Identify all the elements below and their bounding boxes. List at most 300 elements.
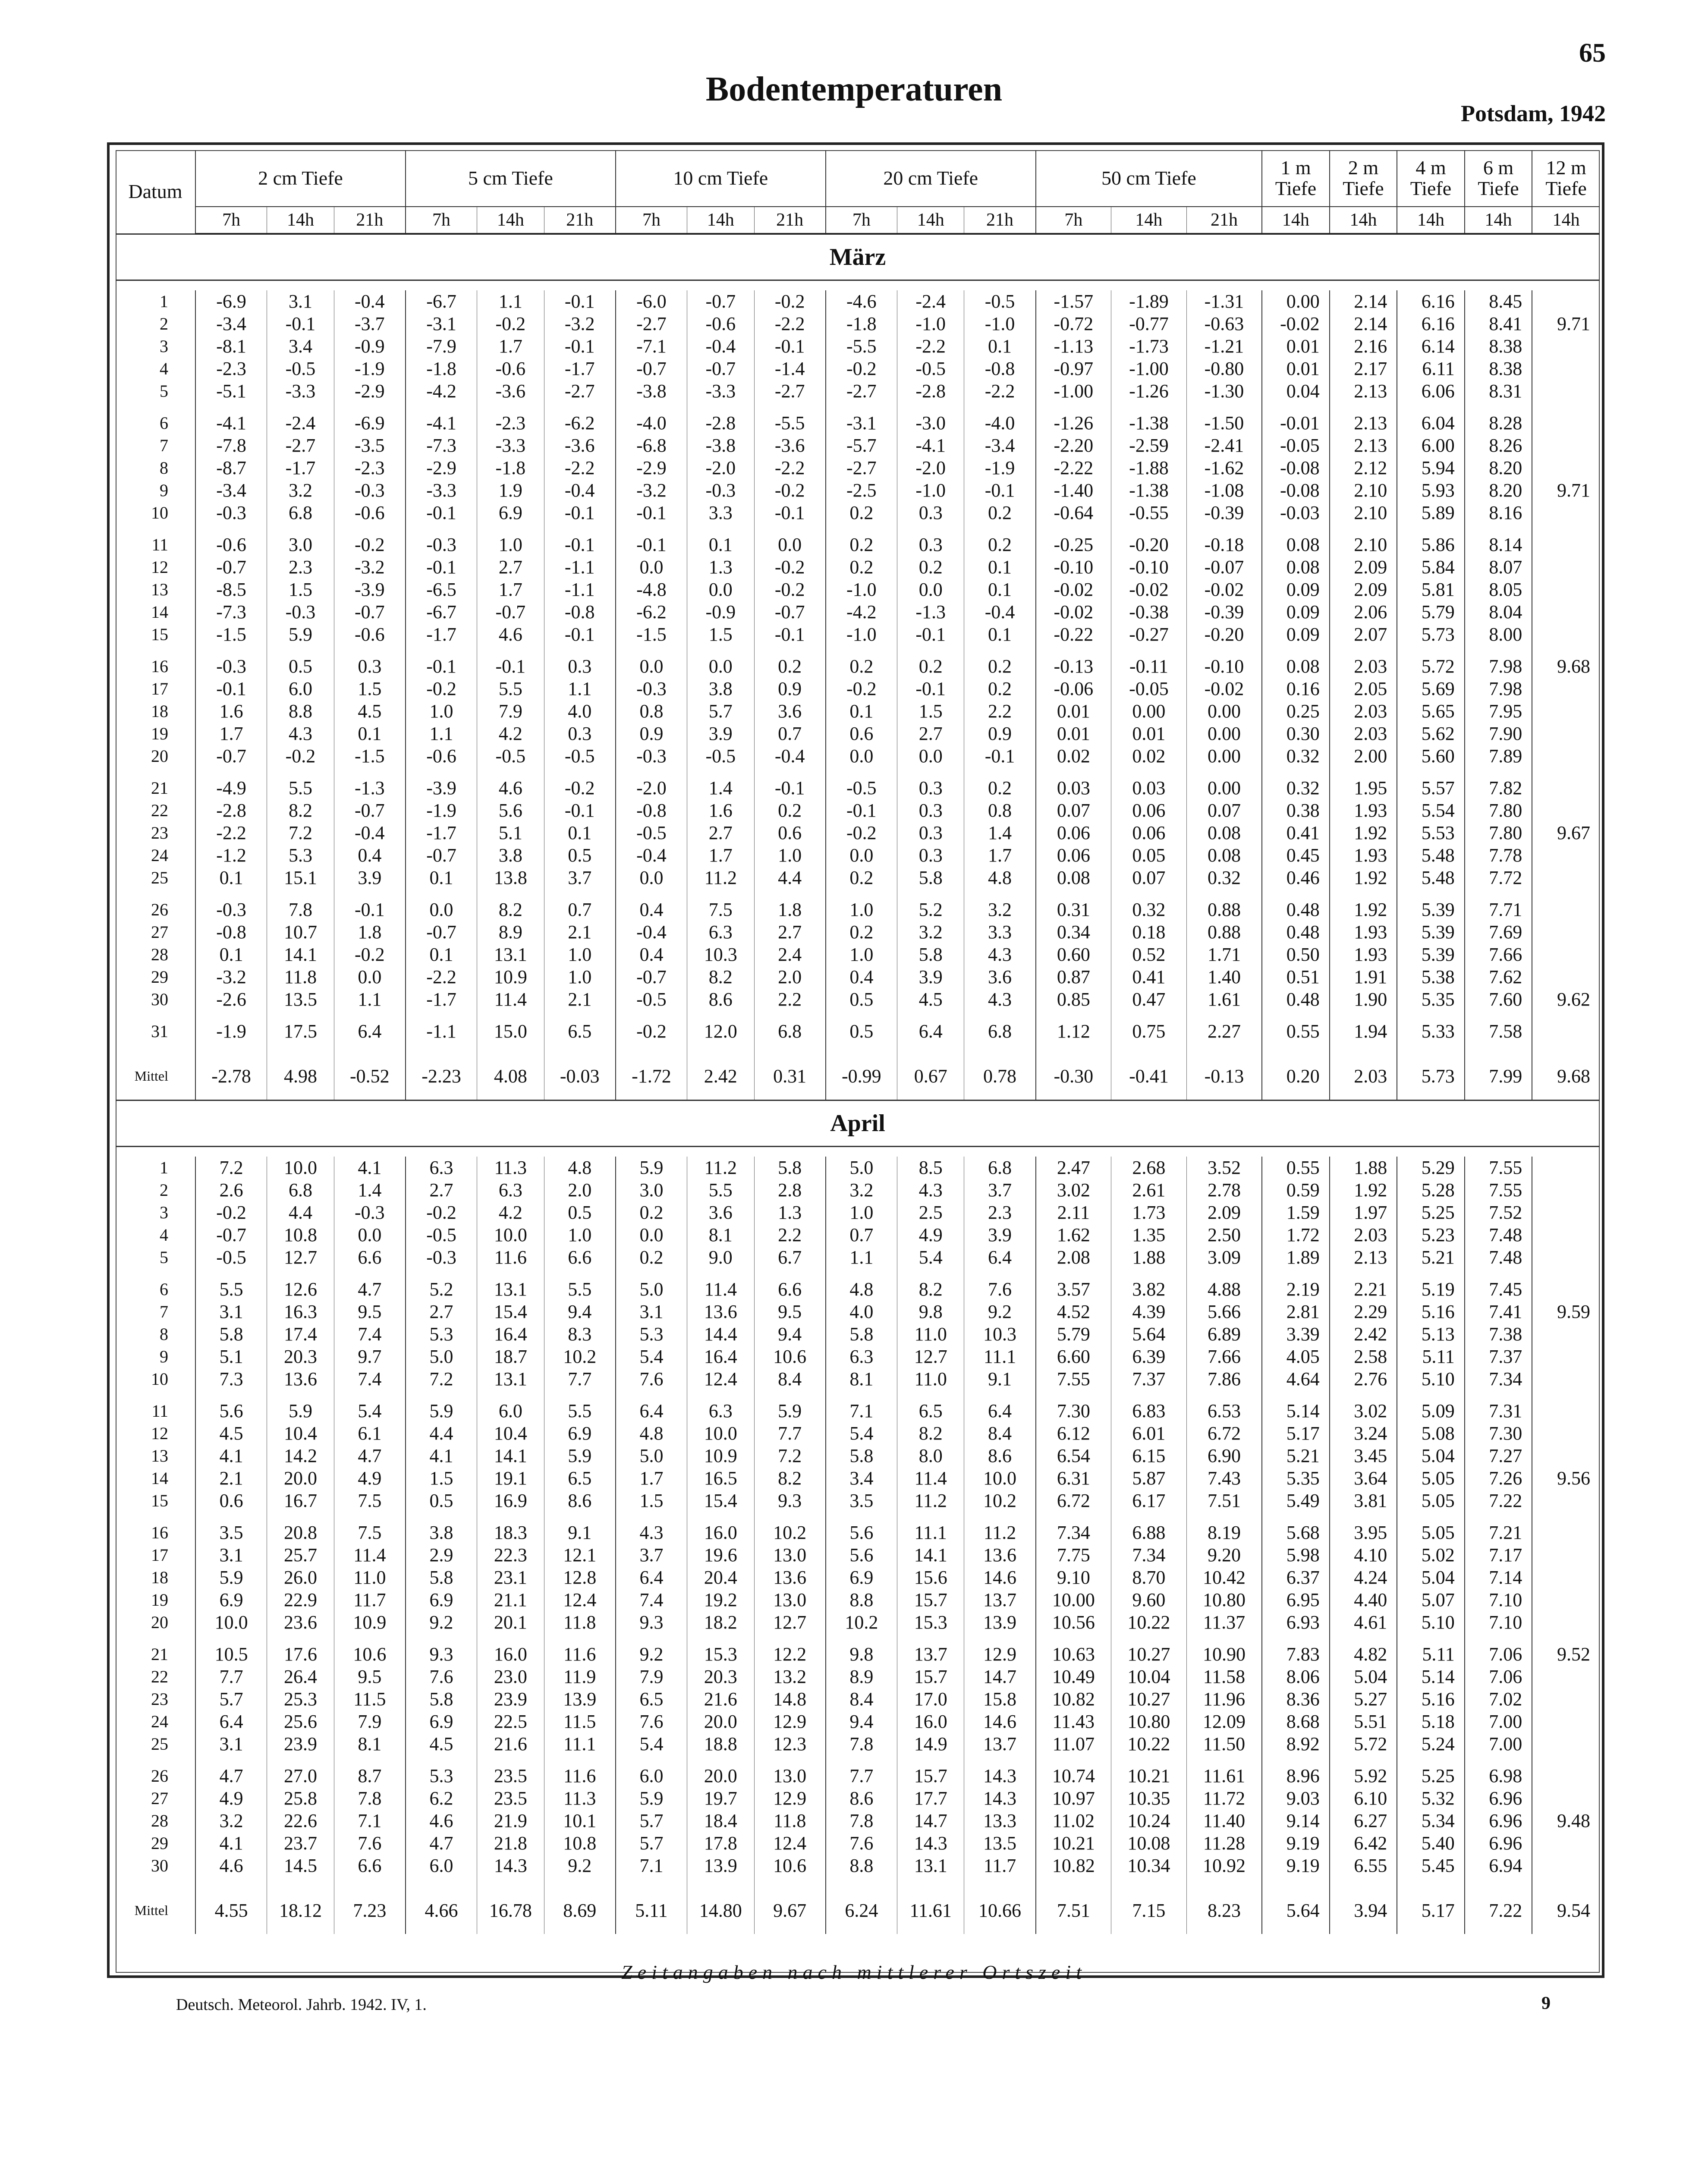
day-number: 9 (160, 481, 168, 500)
monthly-mean-row (116, 1887, 1600, 1934)
temperature-cell: 1.91 (1330, 966, 1397, 988)
temperature-cell: 13.6 (687, 1301, 755, 1323)
temperature-cell: 11.1 (897, 1522, 964, 1544)
temperature-cell: 10.21 (1111, 1765, 1186, 1787)
temperature-12m-cell (1532, 412, 1600, 434)
day-number: 21 (151, 1644, 168, 1664)
temperature-12m-cell (1532, 290, 1600, 313)
temperature-cell: -1.38 (1111, 479, 1186, 502)
temperature-cell: 0.51 (1262, 966, 1330, 988)
temperature-cell: 2.5 (897, 1201, 964, 1224)
temperature-cell: 11.0 (897, 1368, 964, 1390)
temperature-cell: 10.80 (1111, 1711, 1186, 1733)
temperature-cell: 0.2 (826, 534, 897, 556)
temperature-cell: 4.64 (1262, 1368, 1330, 1390)
temperature-cell: 10.2 (826, 1611, 897, 1634)
time-header: 14h (1262, 207, 1330, 234)
temperature-cell: 0.2 (754, 799, 826, 822)
temperature-cell: 14.3 (897, 1832, 964, 1855)
temperature-cell: 5.6 (826, 1544, 897, 1566)
temperature-cell: 2.2 (964, 700, 1036, 723)
col-header-20cm: 20 cm Tiefe (826, 150, 1036, 207)
temperature-cell: 11.4 (334, 1544, 406, 1566)
location-year: Potsdam, 1942 (1461, 101, 1606, 126)
temperature-cell: 8.04 (1465, 601, 1532, 623)
temperature-cell: 6.98 (1465, 1765, 1532, 1787)
mean-cell: 0.78 (964, 1052, 1036, 1101)
temperature-cell: 10.82 (1036, 1688, 1111, 1711)
temperature-cell: -1.30 (1186, 380, 1262, 402)
temperature-12m-cell (1532, 943, 1600, 966)
temperature-cell: -0.7 (687, 358, 755, 380)
temperature-cell: -0.06 (1036, 678, 1111, 700)
temperature-cell: 9.3 (406, 1643, 477, 1666)
temperature-cell: 1.1 (334, 988, 406, 1011)
temperature-cell: 0.85 (1036, 988, 1111, 1011)
temperature-cell: 5.28 (1397, 1179, 1465, 1201)
temperature-cell: -3.4 (195, 313, 267, 335)
temperature-cell: 7.2 (195, 1157, 267, 1179)
temperature-cell: 10.3 (687, 943, 755, 966)
temperature-cell: 1.0 (406, 700, 477, 723)
temperature-cell: 20.1 (477, 1611, 544, 1634)
temperature-cell: 4.3 (267, 723, 334, 745)
temperature-cell: 7.27 (1465, 1445, 1532, 1467)
temperature-cell: -0.02 (1186, 678, 1262, 700)
temperature-cell: 15.7 (897, 1765, 964, 1787)
temperature-cell: 1.12 (1036, 1020, 1111, 1043)
temperature-cell: -0.7 (477, 601, 544, 623)
temperature-cell: 1.88 (1330, 1157, 1397, 1179)
table-row (116, 479, 1600, 502)
temperature-cell: 6.96 (1465, 1787, 1532, 1810)
table-row (116, 1765, 1600, 1787)
temperature-cell: 14.3 (477, 1855, 544, 1877)
temperature-cell: 11.72 (1186, 1787, 1262, 1810)
temperature-cell: -0.5 (544, 745, 616, 767)
temperature-cell: 0.0 (616, 556, 687, 579)
table-row (116, 412, 1600, 434)
temperature-cell: 9.2 (544, 1855, 616, 1877)
temperature-cell: 6.8 (964, 1157, 1036, 1179)
temperature-cell: -0.05 (1262, 434, 1330, 457)
temperature-cell: 17.5 (267, 1020, 334, 1043)
temperature-cell: 13.0 (754, 1589, 826, 1611)
temperature-12m-cell (1532, 1787, 1600, 1810)
temperature-cell: 5.4 (334, 1400, 406, 1422)
temperature-cell: -0.2 (334, 943, 406, 966)
temperature-cell: -0.7 (687, 290, 755, 313)
temperature-cell: 1.5 (616, 1490, 687, 1512)
temperature-cell: 3.09 (1186, 1246, 1262, 1269)
temperature-cell: 6.6 (334, 1855, 406, 1877)
temperature-12m-cell (1532, 434, 1600, 457)
temperature-cell: 5.98 (1262, 1544, 1330, 1566)
temperature-cell: -1.7 (406, 988, 477, 1011)
time-header: 7h (1036, 207, 1111, 234)
temperature-cell: 10.0 (267, 1157, 334, 1179)
temperature-cell: 3.7 (544, 867, 616, 889)
temperature-cell: 5.8 (406, 1566, 477, 1589)
day-number: 21 (151, 778, 168, 798)
table-row (116, 1589, 1600, 1611)
temperature-cell: -2.6 (195, 988, 267, 1011)
temperature-cell: 2.2 (754, 1224, 826, 1246)
time-header: 14h (267, 207, 334, 234)
table-row (116, 1201, 1600, 1224)
temperature-cell: 0.3 (897, 534, 964, 556)
table-row (116, 358, 1600, 380)
temperature-cell: 10.97 (1036, 1787, 1111, 1810)
temperature-cell: 10.8 (544, 1832, 616, 1855)
table-row (116, 1445, 1600, 1467)
temperature-cell: 21.8 (477, 1832, 544, 1855)
temperature-cell: -0.5 (616, 822, 687, 844)
temperature-cell: -0.6 (195, 534, 267, 556)
temperature-cell: -0.3 (406, 534, 477, 556)
col-header-12m: 12 m Tiefe (1532, 150, 1600, 207)
temperature-12m-cell (1532, 678, 1600, 700)
temperature-cell: -6.8 (616, 434, 687, 457)
time-header: 7h (616, 207, 687, 234)
temperature-cell: 0.0 (334, 1224, 406, 1246)
temperature-cell: 7.6 (406, 1666, 477, 1688)
temperature-cell: 0.4 (826, 966, 897, 988)
temperature-cell: -1.2 (195, 844, 267, 867)
temperature-cell: -0.1 (616, 534, 687, 556)
temperature-cell: 7.34 (1036, 1522, 1111, 1544)
table-row (116, 1278, 1600, 1301)
temperature-cell: -0.6 (334, 623, 406, 646)
temperature-cell: 7.6 (616, 1711, 687, 1733)
temperature-cell: 0.2 (897, 556, 964, 579)
temperature-cell: 1.4 (687, 777, 755, 799)
temperature-cell: 7.37 (1111, 1368, 1186, 1390)
temperature-cell: 0.9 (754, 678, 826, 700)
temperature-cell: 7.45 (1465, 1278, 1532, 1301)
temperature-cell: 6.4 (964, 1400, 1036, 1422)
temperature-cell: -1.00 (1036, 380, 1111, 402)
temperature-cell: 5.7 (616, 1832, 687, 1855)
temperature-cell: -0.2 (406, 678, 477, 700)
mean-label: Mittel (134, 1068, 168, 1084)
temperature-12m-cell (1532, 1422, 1600, 1445)
temperature-cell: 0.5 (267, 655, 334, 678)
temperature-cell: 1.5 (687, 623, 755, 646)
temperature-cell: 1.3 (687, 556, 755, 579)
temperature-cell: 10.56 (1036, 1611, 1111, 1634)
temperature-cell: 0.48 (1262, 899, 1330, 921)
time-header: 7h (826, 207, 897, 234)
temperature-cell: 1.0 (477, 534, 544, 556)
temperature-cell: 4.6 (195, 1855, 267, 1877)
temperature-cell: 10.49 (1036, 1666, 1111, 1688)
temperature-cell: -0.5 (687, 745, 755, 767)
table-row (116, 1666, 1600, 1688)
temperature-cell: 10.0 (195, 1611, 267, 1634)
temperature-cell: 5.24 (1397, 1733, 1465, 1755)
temperature-cell: 10.3 (964, 1323, 1036, 1346)
temperature-cell: 7.1 (826, 1400, 897, 1422)
temperature-cell: 0.01 (1036, 700, 1111, 723)
temperature-cell: 19.7 (687, 1787, 755, 1810)
mean-cell: -1.72 (616, 1052, 687, 1101)
temperature-cell: -0.64 (1036, 502, 1111, 524)
temperature-cell: 7.72 (1465, 867, 1532, 889)
day-number: 4 (160, 1225, 168, 1245)
temperature-cell: 0.59 (1262, 1179, 1330, 1201)
temperature-cell: 15.6 (897, 1566, 964, 1589)
temperature-cell: 8.28 (1465, 412, 1532, 434)
temperature-cell: 6.94 (1465, 1855, 1532, 1877)
temperature-cell: 11.7 (964, 1855, 1036, 1877)
temperature-cell: 3.0 (267, 534, 334, 556)
temperature-12m-cell (1532, 1400, 1600, 1422)
temperature-cell: -0.1 (544, 623, 616, 646)
temperature-cell: 7.30 (1036, 1400, 1111, 1422)
temperature-cell: -0.2 (477, 313, 544, 335)
temperature-cell: -0.1 (964, 479, 1036, 502)
temperature-cell: 6.7 (754, 1246, 826, 1269)
temperature-cell: -0.05 (1111, 678, 1186, 700)
temperature-cell: 8.2 (897, 1278, 964, 1301)
col-header-2m: 2 m Tiefe (1330, 150, 1397, 207)
temperature-cell: 7.71 (1465, 899, 1532, 921)
month-heading: April (116, 1101, 1600, 1147)
temperature-cell: 1.73 (1111, 1201, 1186, 1224)
temperature-cell: 5.6 (195, 1400, 267, 1422)
temperature-cell: 9.0 (687, 1246, 755, 1269)
temperature-cell: 5.68 (1262, 1522, 1330, 1544)
temperature-cell: 0.55 (1262, 1157, 1330, 1179)
mean-cell: 16.78 (477, 1887, 544, 1934)
temperature-cell: 5.10 (1397, 1368, 1465, 1390)
temperature-cell: 14.7 (964, 1666, 1036, 1688)
temperature-cell: -2.7 (826, 457, 897, 479)
temperature-cell: 13.1 (897, 1855, 964, 1877)
temperature-cell: 14.4 (687, 1323, 755, 1346)
temperature-cell: 5.04 (1397, 1445, 1465, 1467)
temperature-cell: 14.6 (964, 1566, 1036, 1589)
temperature-cell: 5.9 (754, 1400, 826, 1422)
temperature-12m-cell (1532, 1522, 1600, 1544)
day-number: 2 (160, 1180, 168, 1200)
temperature-cell: 7.8 (334, 1787, 406, 1810)
temperature-cell: 5.51 (1330, 1711, 1397, 1733)
temperature-cell: -3.6 (754, 434, 826, 457)
temperature-cell: 5.17 (1262, 1422, 1330, 1445)
temperature-cell: 11.2 (897, 1490, 964, 1512)
temperature-cell: -1.00 (1111, 358, 1186, 380)
temperature-cell: 1.6 (687, 799, 755, 822)
temperature-cell: 1.8 (754, 899, 826, 921)
table-row (116, 579, 1600, 601)
temperature-cell: 5.0 (406, 1346, 477, 1368)
temperature-cell: 5.29 (1397, 1157, 1465, 1179)
temperature-cell: 0.55 (1262, 1020, 1330, 1043)
temperature-cell: 1.5 (406, 1467, 477, 1490)
temperature-cell: 21.6 (687, 1688, 755, 1711)
temperature-cell: 9.4 (826, 1711, 897, 1733)
temperature-cell: -0.1 (406, 655, 477, 678)
temperature-cell: 15.4 (477, 1301, 544, 1323)
temperature-cell: -1.7 (406, 623, 477, 646)
temperature-cell: 8.8 (826, 1855, 897, 1877)
temperature-cell: 6.5 (897, 1400, 964, 1422)
temperature-cell: 11.61 (1186, 1765, 1262, 1787)
temperature-cell: 8.8 (267, 700, 334, 723)
temperature-cell: 0.1 (826, 700, 897, 723)
temperature-cell: 21.6 (477, 1733, 544, 1755)
table-row (116, 1490, 1600, 1512)
temperature-cell: -0.4 (687, 335, 755, 358)
temperature-cell: 8.70 (1111, 1566, 1186, 1589)
temperature-12m-cell (1532, 623, 1600, 646)
day-number: 7 (160, 1302, 168, 1321)
temperature-cell: 0.05 (1111, 844, 1186, 867)
temperature-cell: 2.13 (1330, 412, 1397, 434)
mean-cell: 5.64 (1262, 1887, 1330, 1934)
temperature-cell: -7.3 (195, 601, 267, 623)
temperature-cell: -2.22 (1036, 457, 1111, 479)
temperature-cell: 8.31 (1465, 380, 1532, 402)
temperature-cell: -6.5 (406, 579, 477, 601)
day-number: 25 (151, 1734, 168, 1754)
temperature-cell: 4.5 (334, 700, 406, 723)
temperature-cell: -0.77 (1111, 313, 1186, 335)
temperature-cell: 0.88 (1186, 921, 1262, 943)
time-header: 14h (1111, 207, 1186, 234)
temperature-cell: 7.4 (334, 1368, 406, 1390)
temperature-cell: -1.5 (616, 623, 687, 646)
temperature-cell: 27.0 (267, 1765, 334, 1787)
temperature-cell: 2.42 (1330, 1323, 1397, 1346)
temperature-cell: -0.2 (826, 678, 897, 700)
temperature-cell: 5.14 (1397, 1666, 1465, 1688)
temperature-cell: -1.0 (897, 313, 964, 335)
temperature-cell: 7.9 (477, 700, 544, 723)
temperature-12m-cell (1532, 723, 1600, 745)
temperature-cell: 1.0 (754, 844, 826, 867)
temperature-cell: 0.03 (1036, 777, 1111, 799)
temperature-cell: 6.72 (1036, 1490, 1111, 1512)
temperature-cell: 0.0 (406, 899, 477, 921)
temperature-cell: 0.6 (754, 822, 826, 844)
temperature-cell: 0.6 (826, 723, 897, 745)
temperature-cell: 8.7 (334, 1765, 406, 1787)
temperature-cell: 7.06 (1465, 1643, 1532, 1666)
temperature-cell: 5.8 (897, 867, 964, 889)
temperature-cell: -0.4 (964, 601, 1036, 623)
temperature-cell: 25.8 (267, 1787, 334, 1810)
temperature-cell: 4.5 (897, 988, 964, 1011)
temperature-cell: 3.5 (826, 1490, 897, 1512)
temperature-cell: 7.31 (1465, 1400, 1532, 1422)
temperature-cell: 2.16 (1330, 335, 1397, 358)
day-number: 28 (151, 945, 168, 964)
temperature-cell: 1.7 (477, 579, 544, 601)
temperature-cell: 13.1 (477, 1368, 544, 1390)
temperature-cell: -0.1 (406, 556, 477, 579)
temperature-cell: 0.1 (406, 867, 477, 889)
temperature-cell: 2.00 (1330, 745, 1397, 767)
temperature-cell: 3.82 (1111, 1278, 1186, 1301)
temperature-cell: 2.27 (1186, 1020, 1262, 1043)
temperature-cell: 1.1 (544, 678, 616, 700)
temperature-cell: -2.8 (195, 799, 267, 822)
temperature-cell: 15.3 (687, 1643, 755, 1666)
table-row (116, 1020, 1600, 1043)
temperature-cell: 7.98 (1465, 678, 1532, 700)
temperature-cell: 0.0 (897, 579, 964, 601)
temperature-cell: 22.6 (267, 1810, 334, 1832)
temperature-cell: 5.57 (1397, 777, 1465, 799)
temperature-cell: 5.39 (1397, 943, 1465, 966)
temperature-cell: 0.88 (1186, 899, 1262, 921)
temperature-cell: 5.5 (195, 1278, 267, 1301)
temperature-cell: 5.3 (616, 1323, 687, 1346)
temperature-cell: 8.19 (1186, 1522, 1262, 1544)
temperature-cell: 18.3 (477, 1522, 544, 1544)
day-number: 14 (151, 602, 168, 622)
soil-temperature-table (116, 150, 1600, 1934)
temperature-cell: 3.1 (195, 1544, 267, 1566)
temperature-cell: 6.55 (1330, 1855, 1397, 1877)
temperature-cell: -5.7 (826, 434, 897, 457)
temperature-cell: 7.60 (1465, 988, 1532, 1011)
temperature-cell: 1.6 (195, 700, 267, 723)
temperature-12m-cell (1532, 844, 1600, 867)
day-number: 3 (160, 1203, 168, 1222)
temperature-cell: 9.3 (754, 1490, 826, 1512)
temperature-cell: 0.00 (1186, 723, 1262, 745)
temperature-cell: 0.16 (1262, 678, 1330, 700)
table-row (116, 1467, 1600, 1490)
temperature-12m-cell (1532, 921, 1600, 943)
temperature-cell: 2.14 (1330, 313, 1397, 335)
temperature-cell: 8.9 (477, 921, 544, 943)
temperature-cell: 16.0 (477, 1643, 544, 1666)
temperature-cell: 0.7 (826, 1224, 897, 1246)
day-number: 11 (151, 1401, 168, 1421)
temperature-cell: 5.33 (1397, 1020, 1465, 1043)
temperature-cell: 7.48 (1465, 1224, 1532, 1246)
temperature-cell: 11.9 (544, 1666, 616, 1688)
temperature-cell: 10.9 (687, 1445, 755, 1467)
temperature-cell: -2.41 (1186, 434, 1262, 457)
temperature-cell: 2.81 (1262, 1301, 1330, 1323)
mean-cell: 5.17 (1397, 1887, 1465, 1934)
temperature-cell: 2.9 (406, 1544, 477, 1566)
temperature-cell: -0.1 (406, 502, 477, 524)
table-row (116, 1643, 1600, 1666)
temperature-cell: 12.4 (687, 1368, 755, 1390)
temperature-cell: 5.8 (754, 1157, 826, 1179)
temperature-cell: 7.78 (1465, 844, 1532, 867)
temperature-cell: 19.6 (687, 1544, 755, 1566)
temperature-cell: -0.25 (1036, 534, 1111, 556)
temperature-cell: 9.5 (334, 1666, 406, 1688)
temperature-cell: -8.7 (195, 457, 267, 479)
temperature-cell: 7.21 (1465, 1522, 1532, 1544)
temperature-cell: 4.2 (477, 723, 544, 745)
temperature-cell: 10.27 (1111, 1643, 1186, 1666)
temperature-cell: -1.0 (897, 479, 964, 502)
time-header: 14h (897, 207, 964, 234)
day-number: 9 (160, 1347, 168, 1366)
table-row (116, 457, 1600, 479)
temperature-cell: 7.95 (1465, 700, 1532, 723)
